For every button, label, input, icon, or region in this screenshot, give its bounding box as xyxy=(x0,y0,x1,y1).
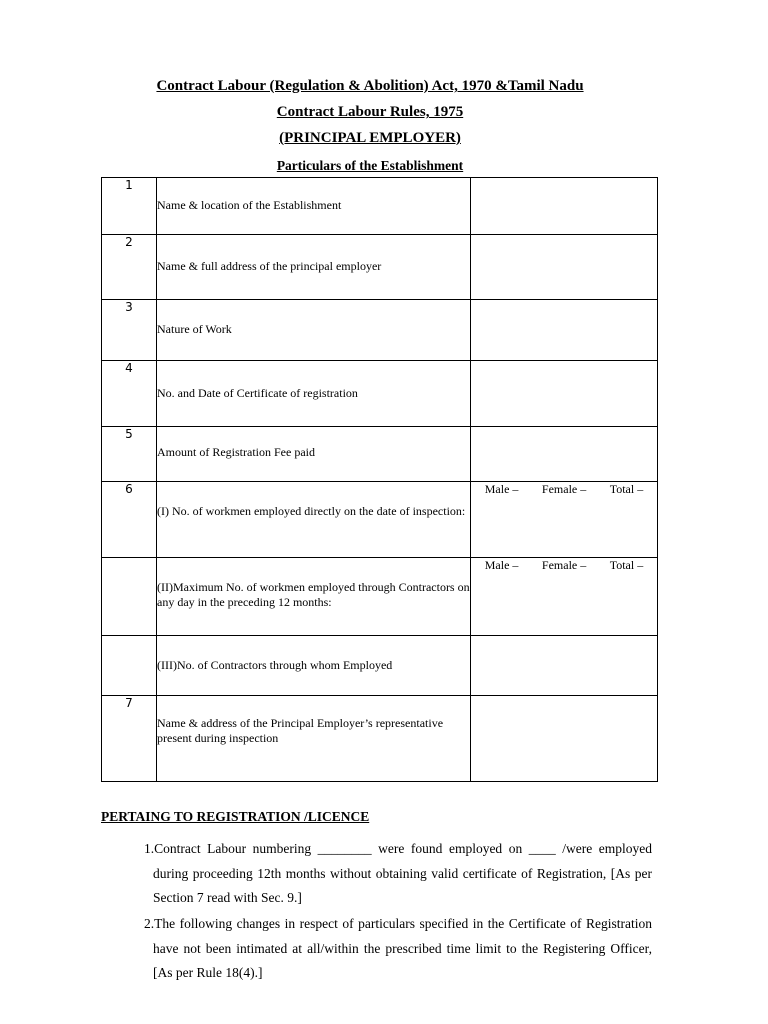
row-label: (I) No. of workmen employed directly on the date of inspection: xyxy=(157,482,471,558)
table-row xyxy=(102,235,658,300)
table-row xyxy=(102,178,658,235)
row-label: Name & full address of the principal employer xyxy=(157,235,471,300)
title-line-3: (PRINCIPAL EMPLOYER) xyxy=(279,130,461,146)
row-value xyxy=(471,636,658,696)
row-value xyxy=(471,558,658,636)
table-row xyxy=(102,482,658,558)
row-label: (II)Maximum No. of workmen employed through Contractors on any day in the preceding 12 months: xyxy=(157,558,471,636)
table-row xyxy=(102,361,658,427)
section-heading: Particulars of the Establishment xyxy=(276,158,464,173)
list-item xyxy=(130,912,652,986)
row-label: No. and Date of Certificate of registration xyxy=(157,361,471,427)
row-value xyxy=(471,235,658,300)
row-value xyxy=(471,696,658,782)
row-number: 4 xyxy=(102,361,157,427)
row-number: 7 xyxy=(102,696,157,782)
row-label: Name & address of the Principal Employer’s representative present during inspection xyxy=(157,696,471,782)
particulars-table xyxy=(101,177,658,782)
total-count-label: Total – xyxy=(609,558,644,572)
row-value xyxy=(471,482,658,558)
list-item xyxy=(130,837,652,911)
row-label: Amount of Registration Fee paid xyxy=(157,427,471,482)
row-label: Name & location of the Establishment xyxy=(157,178,471,235)
list-item-text: 2.The following changes in respect of particulars specified in the Certificate of Registration have not been intimated at all/within the prescribed time limit to the Registering Officer, [As per Rule 18(4).] xyxy=(144,916,652,980)
row-label: (III)No. of Contractors through whom Employed xyxy=(157,636,471,696)
row-number: 5 xyxy=(102,427,157,482)
row-label: Nature of Work xyxy=(157,300,471,361)
table-row xyxy=(102,636,658,696)
title-line-1: Contract Labour (Regulation & Abolition) Act, 1970 &Tamil Nadu xyxy=(156,78,584,94)
row-number: 1 xyxy=(102,178,157,235)
female-count-label: Female – xyxy=(541,558,587,572)
row-value xyxy=(471,300,658,361)
row-value xyxy=(471,361,658,427)
male-count-label: Male – xyxy=(484,482,519,496)
male-count-label: Male – xyxy=(484,558,519,572)
title-line-2: Contract Labour Rules, 1975 xyxy=(276,104,464,120)
table-row xyxy=(102,300,658,361)
registration-section-title: PERTAING TO REGISTRATION /LICENCE xyxy=(101,809,370,824)
row-value xyxy=(471,427,658,482)
list-item-text: 1.Contract Labour numbering ________ were found employed on ____ /were employed during proceeding 12th months without obtaining valid certificate of Registration, [As per Section 7 read with Sec. 9.] xyxy=(144,841,652,905)
total-count-label: Total – xyxy=(609,482,644,496)
table-row xyxy=(102,696,658,782)
female-count-label: Female – xyxy=(541,482,587,496)
row-number: 2 xyxy=(102,235,157,300)
row-number: 6 xyxy=(102,482,157,558)
row-value xyxy=(471,178,658,235)
row-number xyxy=(102,636,157,696)
table-row xyxy=(102,558,658,636)
table-row xyxy=(102,427,658,482)
row-number: 3 xyxy=(102,300,157,361)
row-number xyxy=(102,558,157,636)
